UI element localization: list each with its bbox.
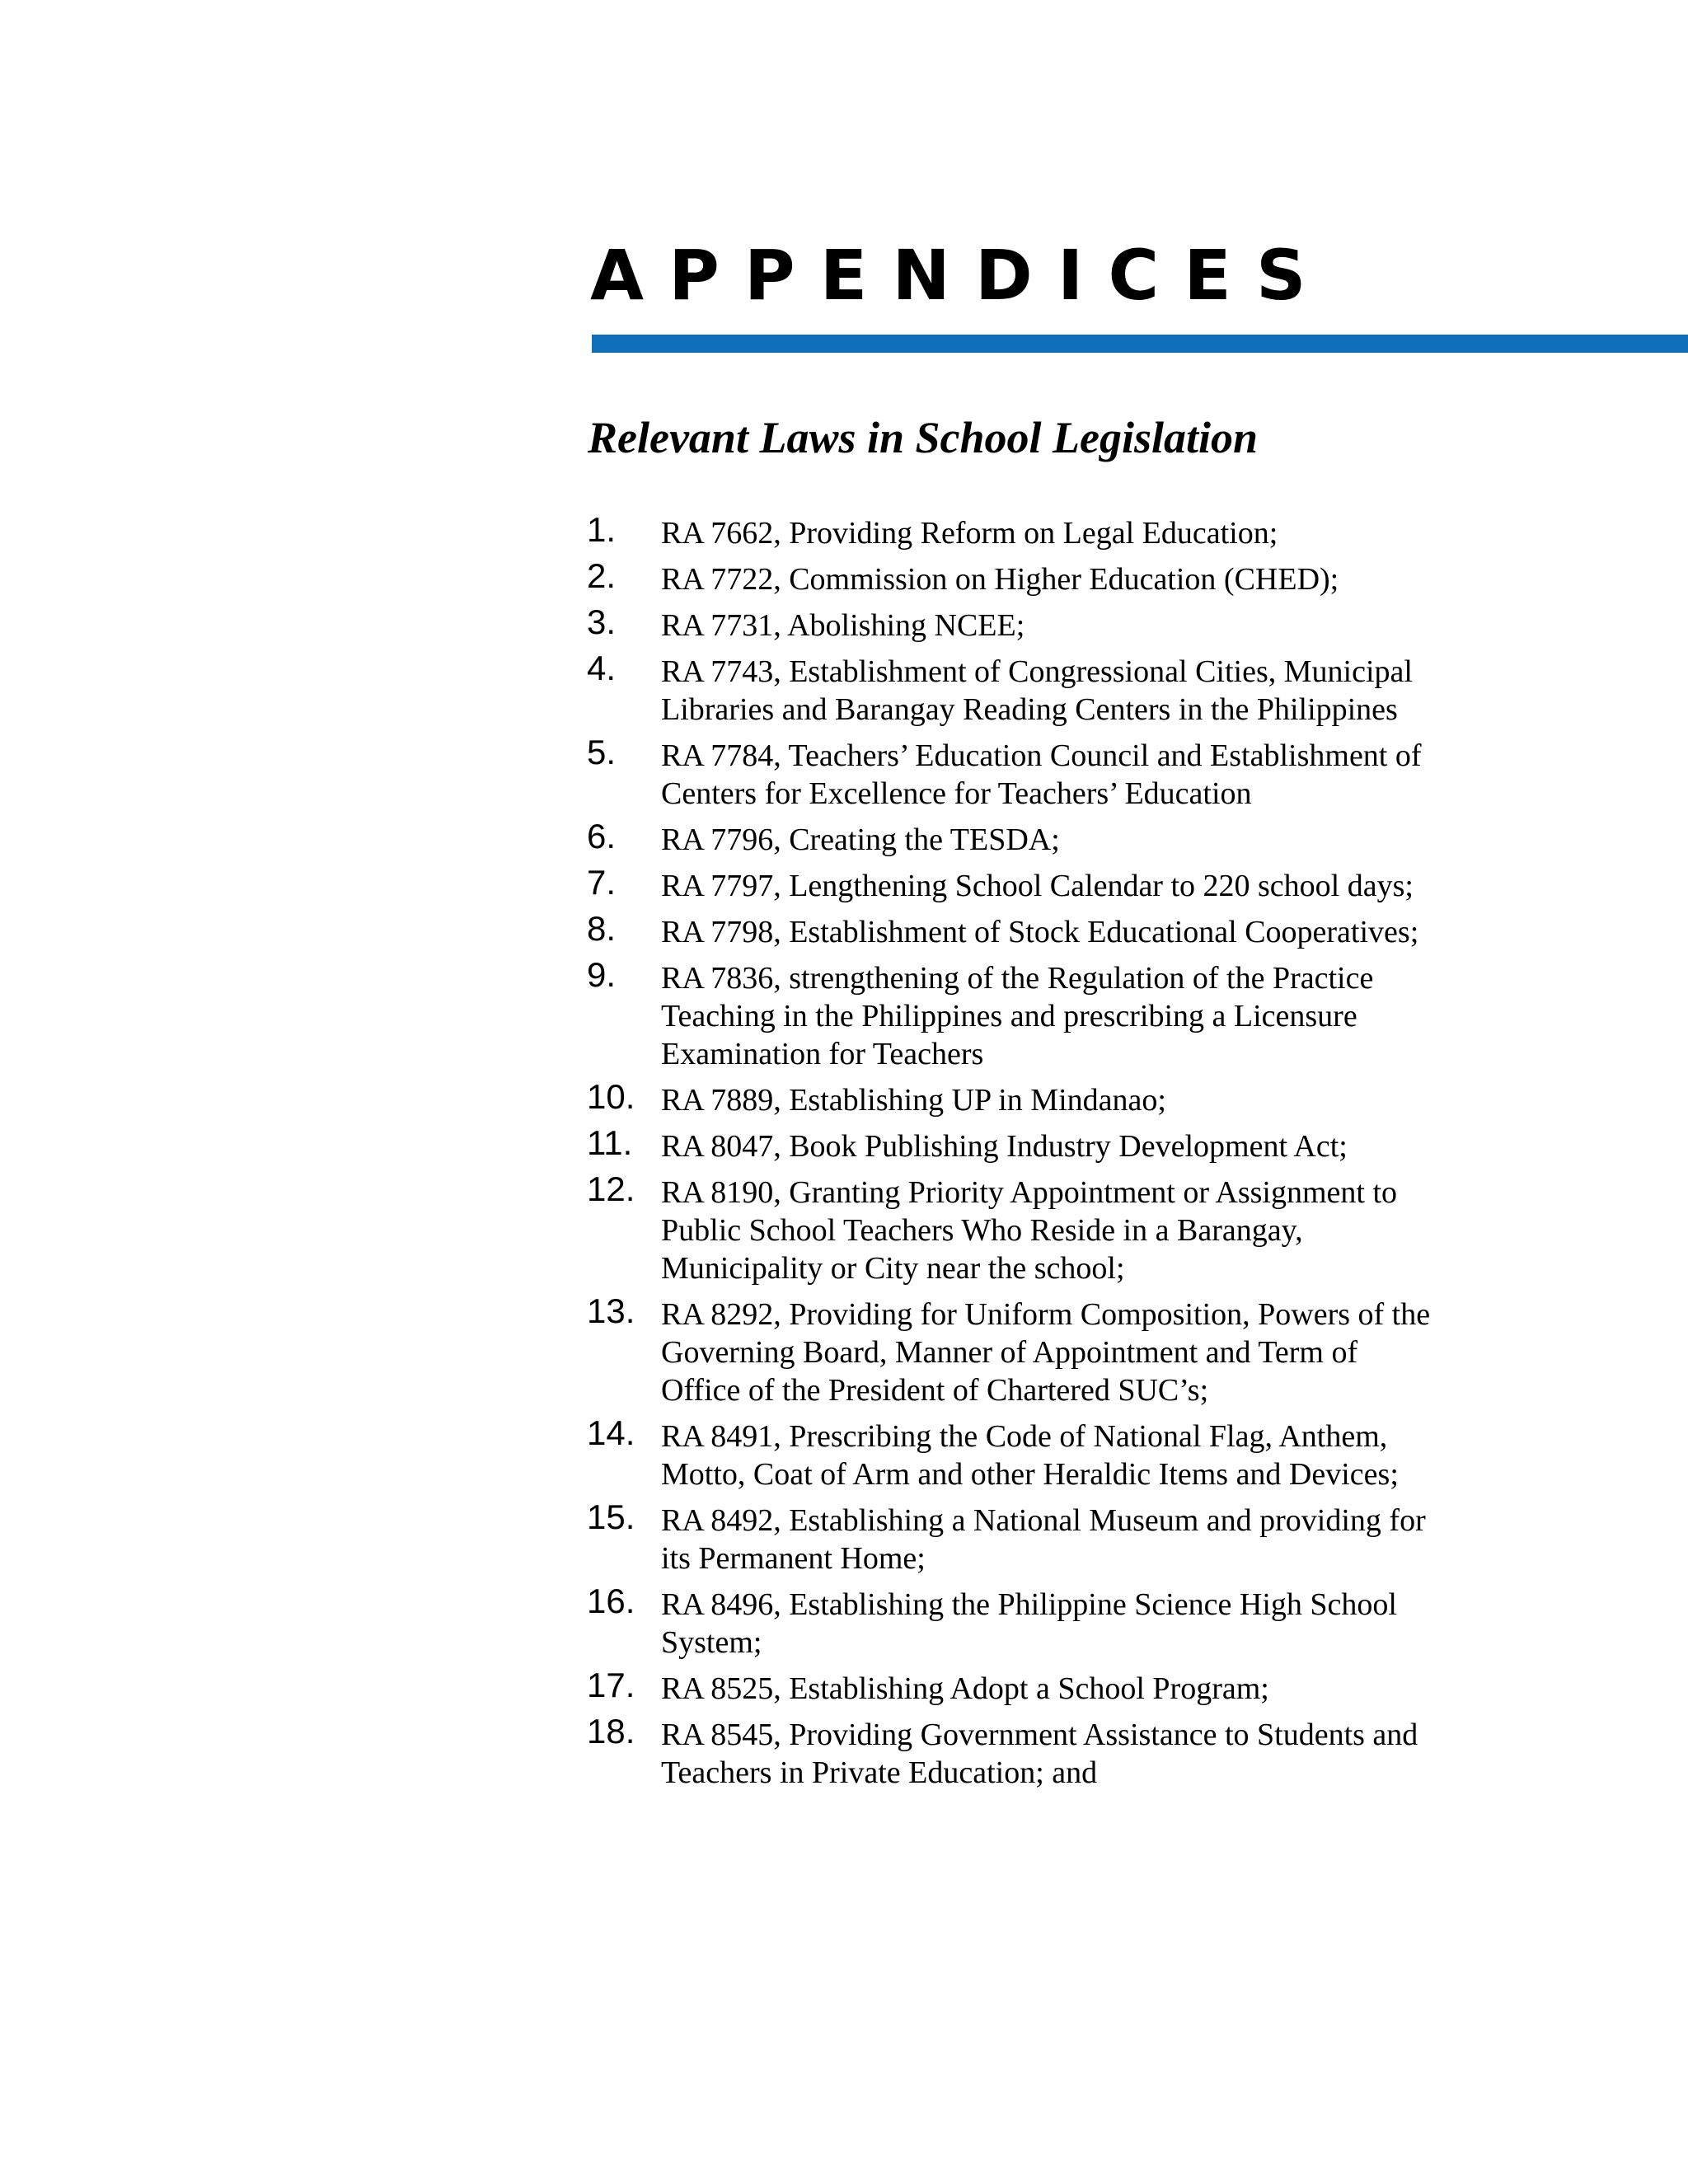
list-item xyxy=(587,818,1444,859)
list-item-text: RA 7797, Lengthening School Calendar to 220 school days; xyxy=(661,869,1414,903)
list-item-number: 6. xyxy=(587,817,617,855)
list-item-text: RA 7662, Providing Reform on Legal Education; xyxy=(661,516,1278,551)
list-item-text: RA 8496, Establishing the Philippine Science High School System; xyxy=(661,1587,1397,1660)
list-item xyxy=(587,603,1444,644)
list-item xyxy=(587,649,1444,729)
section-subtitle: Relevant Laws in School Legislation xyxy=(588,413,1259,462)
list-item-text: RA 8545, Providing Government Assistance to Students and Teachers in Private Education; and xyxy=(661,1718,1418,1790)
list-item-number: 14. xyxy=(587,1413,635,1452)
list-item xyxy=(587,557,1444,598)
list-item-text: RA 7784, Teachers’ Education Council and Establishment of Centers for Excellence for Teachers’ Education xyxy=(661,738,1422,811)
list-item xyxy=(587,1078,1444,1119)
list-item-number: 5. xyxy=(587,733,617,771)
heading-rule xyxy=(592,335,1688,353)
list-item-number: 2. xyxy=(587,556,617,595)
list-item-text: RA 8491, Prescribing the Code of National Flag, Anthem, Motto, Coat of Arm and other Heraldic Items and Devices; xyxy=(661,1419,1399,1492)
list-item-number: 7. xyxy=(587,863,617,902)
list-item-text: RA 8047, Book Publishing Industry Development Act; xyxy=(661,1129,1348,1164)
list-item-text: RA 8492, Establishing a National Museum and providing for its Permanent Home; xyxy=(661,1503,1426,1576)
list-item-text: RA 8292, Providing for Uniform Composition, Powers of the Governing Board, Manner of Appointment and Term of Office of the President of Chartered SUC’s; xyxy=(661,1297,1431,1408)
list-item-number: 1. xyxy=(587,510,617,549)
list-item-text: RA 7836, strengthening of the Regulation of the Practice Teaching in the Philippines and prescribing a Licensure Examination for Teachers xyxy=(661,961,1374,1071)
list-item xyxy=(587,1292,1444,1409)
list-item xyxy=(587,1170,1444,1287)
list-item xyxy=(587,511,1444,552)
list-item-number: 16. xyxy=(587,1582,635,1620)
list-item xyxy=(587,1414,1444,1493)
list-item-number: 9. xyxy=(587,955,617,994)
list-item xyxy=(587,910,1444,951)
list-item-number: 8. xyxy=(587,909,617,948)
list-item-text: RA 7731, Abolishing NCEE; xyxy=(661,608,1025,643)
list-item xyxy=(587,1124,1444,1165)
list-item-text: RA 8190, Granting Priority Appointment or Assignment to Public School Teachers Who Reside in a Barangay, Municipality or City near the school; xyxy=(661,1175,1397,1286)
list-item-text: RA 7798, Establishment of Stock Educational Cooperatives; xyxy=(661,915,1419,949)
list-item-text: RA 8525, Establishing Adopt a School Program; xyxy=(661,1671,1269,1706)
law-list xyxy=(587,511,1444,1797)
list-item-number: 4. xyxy=(587,649,617,687)
list-item-number: 3. xyxy=(587,602,617,641)
list-item xyxy=(587,956,1444,1073)
list-item-text: RA 7889, Establishing UP in Mindanao; xyxy=(661,1083,1166,1118)
list-item-number: 18. xyxy=(587,1712,635,1750)
appendices-heading: APPENDICES xyxy=(590,235,1331,316)
list-item xyxy=(587,1582,1444,1661)
list-item-text: RA 7722, Commission on Higher Education (CHED); xyxy=(661,562,1339,597)
list-item-number: 10. xyxy=(587,1077,635,1116)
list-item xyxy=(587,864,1444,905)
list-item xyxy=(587,1713,1444,1792)
list-item-number: 15. xyxy=(587,1497,635,1536)
list-item-number: 11. xyxy=(587,1123,633,1162)
list-item-number: 12. xyxy=(587,1169,635,1208)
list-item xyxy=(587,1498,1444,1577)
list-item-number: 17. xyxy=(587,1666,635,1704)
list-item-text: RA 7796, Creating the TESDA; xyxy=(661,823,1060,857)
list-item xyxy=(587,733,1444,813)
list-item-number: 13. xyxy=(587,1291,635,1330)
list-item xyxy=(587,1666,1444,1708)
list-item-text: RA 7743, Establishment of Congressional Cities, Municipal Libraries and Barangay Reading Centers in the Philippines xyxy=(661,654,1413,727)
